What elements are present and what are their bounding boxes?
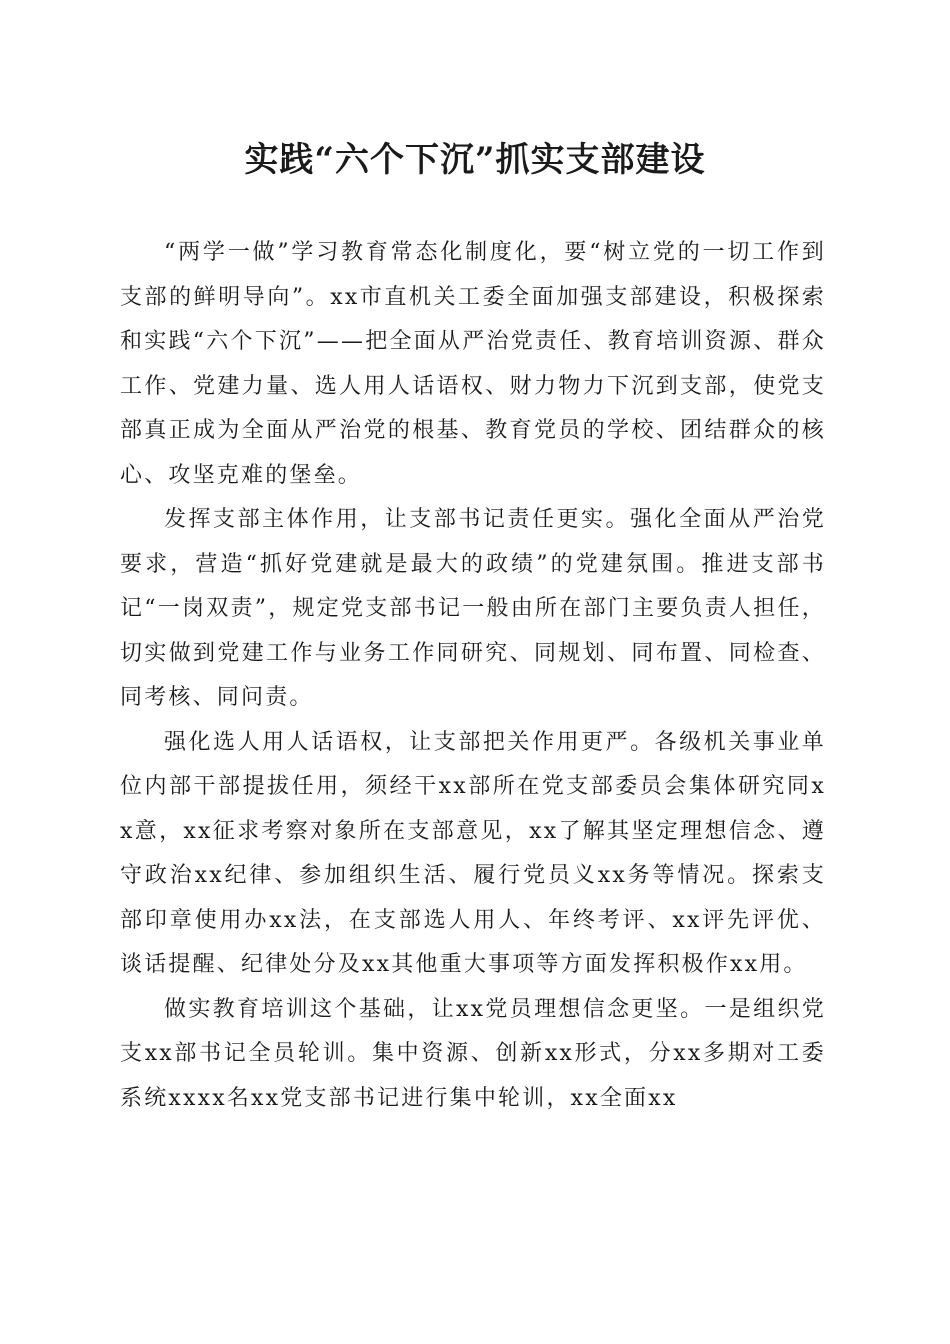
paragraph-education-training: 做实教育培训这个基础，让xx党员理想信念更坚。一是组织党支xx部书记全员轮训。集中资源、创新xx形式，分xx多期对工委系统xxxx名xx党支部书记进行集中轮训，xx全面xx [120, 996, 826, 1111]
document-body [120, 231, 826, 1121]
paragraph-personnel-selection: 强化选人用人话语权，让支部把关作用更严。各级机关事业单位内部干部提拔任用，须经干xx部所在党支部委员会集体研究同xx意，xx征求考察对象所在支部意见，xx了解其坚定理想信念、遵守政治xx纪律、参加组织生活、履行党员义xx务等情况。探索支部印章使用办xx法，在支部选人用人、年终考评、xx评先评优、谈话提醒、纪律处分及xx其他重大事项等方面发挥积极作xx用。 [120, 729, 826, 977]
document-title: 实践“六个下沉”抓实支部建设 [244, 140, 706, 180]
paragraph-intro: “两学一做”学习教育常态化制度化，要“树立党的一切工作到支部的鲜明导向”。xx市直机关工委全面加强支部建设，积极探索和实践“六个下沉”——把全面从严治党责任、教育培训资源、群众工作、党建力量、选人用人话语权、财力物力下沉到支部，使党支部真正成为全面从严治党的根基、教育党员的学校、团结群众的核心、攻坚克难的堡垒。 [120, 240, 826, 488]
paragraph-branch-role: 发挥支部主体作用，让支部书记责任更实。强化全面从严治党要求，营造“抓好党建就是最大的政绩”的党建氛围。推进支部书记“一岗双责”，规定党支部书记一般由所在部门主要负责人担任，切实做到党建工作与业务工作同研究、同规划、同布置、同检查、同考核、同问责。 [120, 507, 826, 710]
